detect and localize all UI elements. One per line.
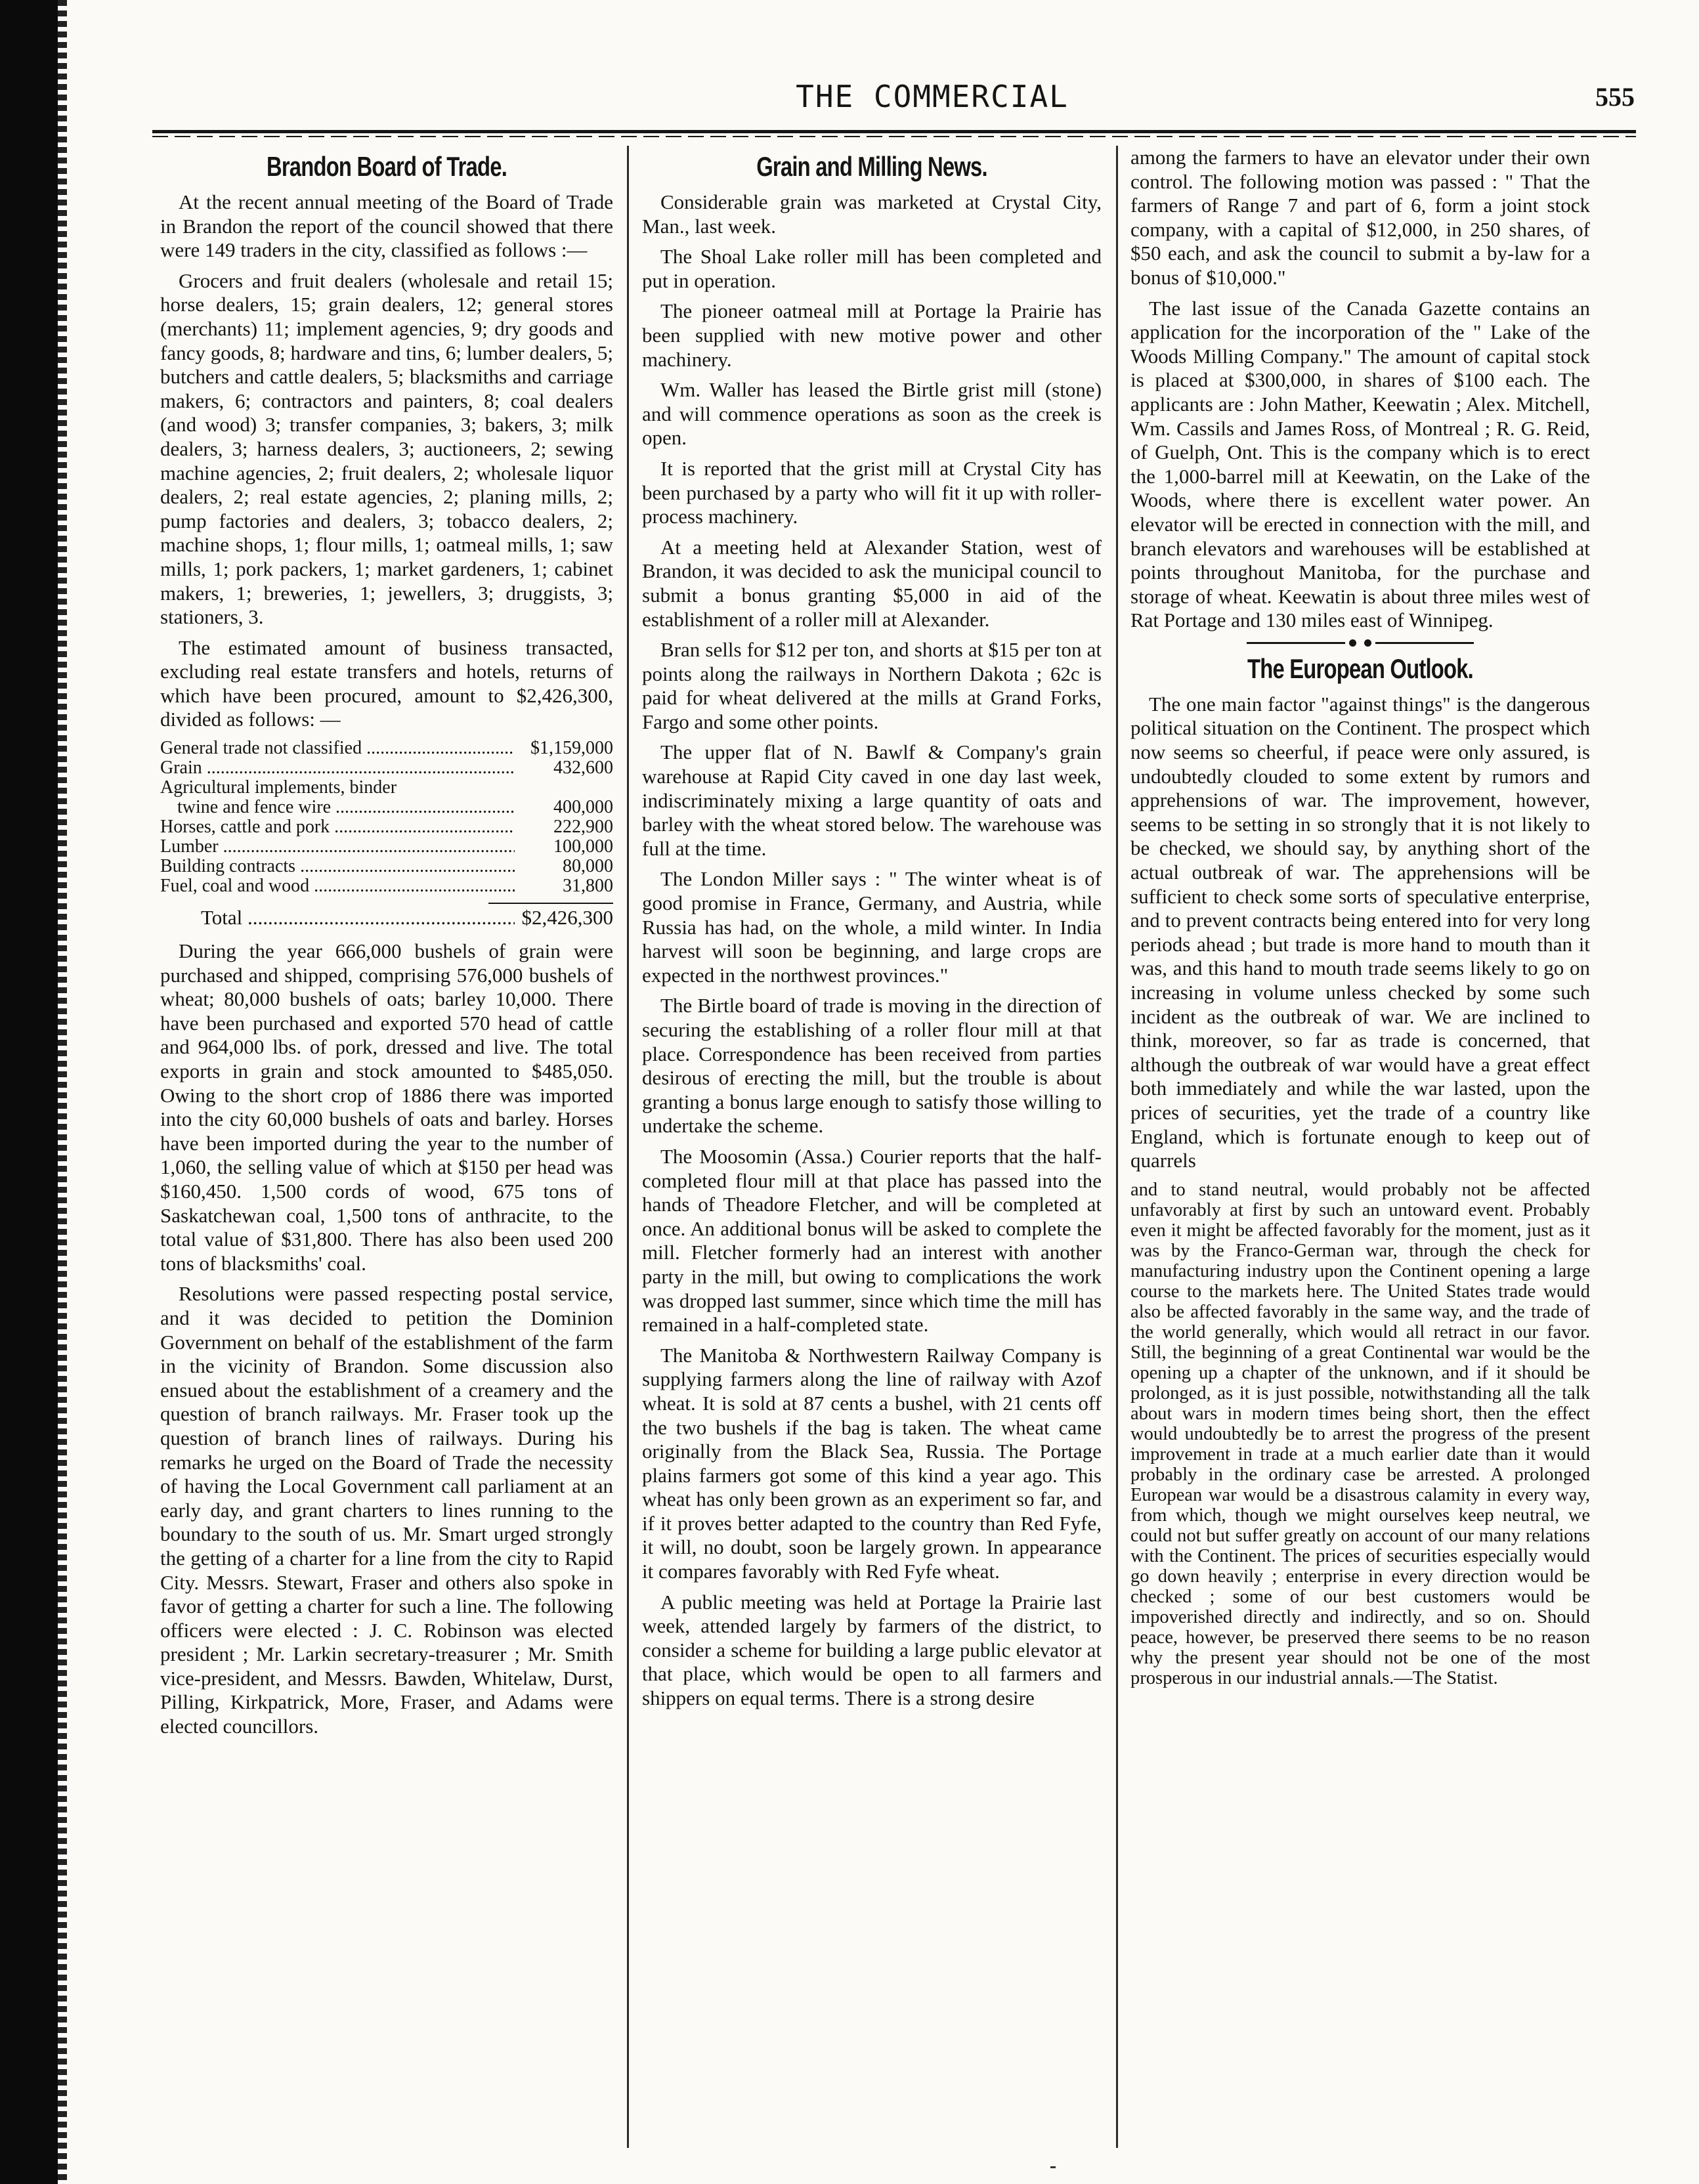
table-row [160, 876, 613, 896]
news-item: The London Miller says : " The winter wheat is of good promise in France, Germany, and Austria, while Russia has had, on the whole, a mild winter. In India harvest will soon be beginning, and large crops are expected in the northwest provinces." [642, 867, 1102, 987]
table-row-label: Fuel, coal and wood ..... [160, 876, 515, 896]
table-row [160, 817, 613, 837]
column-divider [627, 146, 629, 2148]
news-item: Wm. Waller has leased the Birtle grist mill (stone) and will commence operations as soon as the creek is open. [642, 378, 1102, 450]
news-item: The Manitoba & Northwestern Railway Company is supplying farmers along the line of railway with Azof wheat. It is sold at 87 cents a bushel, with 21 cents off the two bushels if the bag is taken. The wheat came originally from the Black Sea, Russia. The Portage plains farmers got some of this kind a year ago. This wheat has only been grown as an experiment so far, and if it proves better adapted to the country than Red Fyfe, it will, no doubt, soon be largely grown. In appearance it compares favorably with Red Fyfe wheat. [642, 1343, 1102, 1583]
section-ornament [1130, 639, 1590, 647]
table-row-amount: 432,600 [553, 758, 613, 779]
ornament-dot [1349, 639, 1356, 647]
column-divider [1116, 146, 1118, 2148]
article-paragraph: At the recent annual meeting of the Board of Trade in Brandon the report of the council showed that there were 149 traders in the city, classified as follows :— [160, 190, 613, 262]
printer-mark [1050, 2166, 1056, 2168]
binding-frayed-edge [58, 0, 67, 2184]
news-item: The Birtle board of trade is moving in the direction of securing the establishing of a roller flour mill at that place. Correspondence has been received from parties desirous of erecting the mill, but the trouble is about granting a bonus large enough to satisfy those willing to undertake the scheme. [642, 994, 1102, 1138]
table-row-label: twine and fence wire ..... [160, 798, 515, 817]
table-row [160, 857, 613, 876]
table-row [160, 798, 613, 817]
news-item: The Moosomin (Assa.) Courier reports that the half-completed flour mill at that place has passed into the hands of Theadore Fletcher, and will be completed at once. An additional bonus will be asked to complete the mill. Fletcher formerly had an interest with another party in the mill, but owing to complications the work was dropped last summer, since which time the mill has remained in a half-completed state. [642, 1144, 1102, 1337]
table-row-label: Building contracts ..... [160, 857, 515, 876]
table-total-label: Total ..... [201, 908, 515, 928]
masthead [158, 79, 1635, 125]
table-row-amount: $1,159,000 [530, 738, 613, 759]
article-paragraph: During the year 666,000 bushels of grain were purchased and shipped, comprising 576,000 bushels of wheat; 80,000 bushels of oats; barley 10,000. There have been purchased and exported 570 head of cattle and 964,000 lbs. of pork, dressed and live. The total exports in grain and stock amounted to $485,050. Owing to the short crop of 1886 there was imported into the city 60,000 bushels of oats and barley. Horses have been imported during the year to the number of 1,060, the selling value of which at $150 per head was $160,450. 1,500 cords of wood, 675 tons of Saskatchewan coal, 1,500 tons of anthracite, to the total value of $31,800. There has also been used 200 tons of blacksmiths' coal. [160, 939, 613, 1275]
news-item: Bran sells for $12 per ton, and shorts at $15 per ton at points along the railways in Northern Dakota ; 62c is paid for wheat delivered at the mills at Grand Forks, Fargo and some other points. [642, 638, 1102, 733]
article-paragraph: The one main factor "against things" is the dangerous political situation on the Continent. The prospect which now seems so cheerful, if peace were only assured, is undoubtedly clouded to some extent by rumors and apprehensions of war. The improvement, however, seems to be setting in so strongly that it is not likely to be checked, we should say, by anything short of the actual outbreak of war. The apprehensions will be sufficient to check some sorts of speculative enterprise, and to prevent contracts being entered into for very long periods ahead ; but trade is more hand to mouth than it was, and this hand to mouth trade seems likely to go on increasing in volume unless checked by some such incident as the outbreak of war. We are inclined to think, moreover, so far as trade is concerned, that although the outbreak of war would have a great effect both immediately and while the war lasted, upon the prices of securities, yet the trade of a country like England, which is fortunate enough to keep out of quarrels [1130, 692, 1590, 1172]
article-paragraph: The estimated amount of business transacted, excluding real estate transfers and hotels, returns of which have been procured, amount to $2,426,300, divided as follows: — [160, 635, 613, 731]
column-2 [642, 146, 1102, 2148]
news-item: Considerable grain was marketed at Crystal City, Man., last week. [642, 190, 1102, 238]
table-row [160, 837, 613, 857]
table-row [160, 778, 613, 798]
article-heading-european: The European Outlook. [1247, 653, 1474, 684]
ornament-line [1375, 642, 1474, 644]
ornament-dot [1364, 639, 1371, 647]
article-paragraph: and to stand neutral, would probably not be affected unfavorably at first by such an untoward event. Probably even it might be affected favorably for the moment, just as it was by the Franco-German war, through the check for manufacturing industry upon the Continent opening a large course to the markets here. The United States trade would also be affected favorably in the same way, and the trade of the world generally, which would all retract in our favor. Still, the beginning of a great Continental war would be the opening up a chapter of the unknown, and if it should be prolonged, as it is just possible, notwithstanding all the talk about wars in modern times being short, then the effect would undoubtedly be to arrest the progress of the present improvement in trade at a much earlier date than it would probably in the ordinary case be arrested. A prolonged European war would be a disastrous calamity in every way, from which, though we might ourselves keep neutral, we could not but suffer greatly on account of our many relations with the Continent. The prices of securities especially would go down heavily ; enterprise in every direction would be checked ; some of our best customers would be impoverished directly and indirectly, and so on. Should peace, however, be preserved there seems to be no reason why the present year should not be one of the most prosperous in our industrial annals.—The Statist. [1130, 1179, 1590, 1688]
table-row-amount: 100,000 [553, 836, 613, 857]
table-row [160, 758, 613, 778]
article-heading-grain: Grain and Milling News. [756, 151, 987, 182]
article-heading-brandon: Brandon Board of Trade. [266, 151, 507, 182]
binding-edge [0, 0, 58, 2184]
business-table [160, 739, 613, 928]
table-total-amount: $2,426,300 [521, 906, 613, 930]
news-item: A public meeting was held at Portage la Prairie last week, attended largely by farmers of the district, to consider a scheme for building a large public elevator at that place, which would be open to all farmers and shippers on equal terms. There is a strong desire [642, 1590, 1102, 1710]
table-row [160, 739, 613, 758]
table-row-label: General trade not classified ..... [160, 739, 515, 758]
table-row-amount: 400,000 [553, 797, 613, 818]
total-rule [488, 903, 613, 904]
table-row-label: Agricultural implements, binder [160, 778, 397, 798]
newspaper-title: THE COMMERCIAL [796, 79, 1069, 114]
ornament-line [1247, 642, 1345, 644]
table-row-label: Grain ..... [160, 758, 515, 778]
column-3 [1130, 146, 1590, 2148]
news-item: It is reported that the grist mill at Crystal City has been purchased by a party who will fit it up with roller-process machinery. [642, 456, 1102, 528]
table-row-label: Horses, cattle and pork ..... [160, 817, 515, 837]
page-number: 555 [1595, 82, 1635, 112]
news-item: At a meeting held at Alexander Station, west of Brandon, it was decided to ask the municipal council to submit a bonus granting $5,000 in aid of the establishment of a roller mill at Alexander. [642, 535, 1102, 631]
table-row-amount: 31,800 [563, 876, 613, 897]
news-item: The last issue of the Canada Gazette contains an application for the incorporation of the " Lake of the Woods Milling Company." The amount of capital stock is placed at $300,000, in shares of $100 each. The applicants are : John Mather, Keewatin ; Alex. Mitchell, Wm. Cassils and James Ross, of Montreal ; R. G. Reid, of Guelph, Ont. This is the company which is to erect the 1,000-barrel mill at Keewatin, on the Lake of the Woods, where there is excellent water power. An elevator will be erected in connection with the mill, and branch elevators and warehouses will be established at points throughout Manitoba, for the purchase and storage of wheat. Keewatin is about three miles west of Rat Portage and 130 miles east of Winnipeg. [1130, 296, 1590, 632]
table-row-amount: 80,000 [563, 856, 613, 877]
news-item: The pioneer oatmeal mill at Portage la Prairie has been supplied with new motive power and other machinery. [642, 299, 1102, 371]
table-row-amount: 222,900 [553, 817, 613, 838]
news-item: The Shoal Lake roller mill has been completed and put in operation. [642, 245, 1102, 292]
news-item: The upper flat of N. Bawlf & Company's grain warehouse at Rapid City caved in one day last week, indiscriminately mixing a large quantity of oats and barley with the wheat stored below. The warehouse was full at the time. [642, 740, 1102, 860]
header-rule [152, 130, 1636, 133]
header-rule-dashed [152, 136, 1636, 137]
column-1 [160, 146, 613, 2148]
article-paragraph: Resolutions were passed respecting postal service, and it was decided to petition the Dominion Government on behalf of the establishment of the farm in the vicinity of Brandon. Some discussion also ensued about the establishment of a creamery and the question of branch railways. Mr. Fraser took up the question of branch lines of railways. During his remarks he urged on the Board of Trade the necessity of having the Local Government call parliament at an early day, and grant charters to lines running to the boundary to the south of us. Mr. Smart urged strongly the getting of a charter for a line from the city to Rapid City. Messrs. Stewart, Fraser and others also spoke in favor of getting a charter for such a line. The following officers were elected : J. C. Robinson was elected president ; Mr. Larkin secretary-treasurer ; Mr. Smith vice-president, and Messrs. Bawden, Whitelaw, Durst, Pilling, Kirkpatrick, More, Fraser, and Adams were elected councillors. [160, 1282, 613, 1738]
table-row-label: Lumber ..... [160, 837, 515, 857]
news-item-continued: among the farmers to have an elevator under their own control. The following motion was passed : " That the farmers of Range 7 and part of 6, form a joint stock company, with a capital of $12,000, in 250 shares, of $50 each, and ask the council to submit a by-law for a bonus of $10,000." [1130, 146, 1590, 289]
table-total-row [160, 908, 613, 928]
article-paragraph: Grocers and fruit dealers (wholesale and retail 15; horse dealers, 15; grain dealers, 12; general stores (merchants) 11; implement agencies, 9; dry goods and fancy goods, 8; hardware and tins, 6; lumber dealers, 5; butchers and cattle dealers, 5; blacksmiths and carriage makers, 6; contractors and painters, 8; coal dealers (and wood) 3; transfer companies, 3; bakers, 3; milk dealers, 3; harness dealers, 3; auctioneers, 2; sewing machine agencies, 2; fruit dealers, 2; wholesale liquor dealers, 2; real estate agencies, 2; planing mills, 2; pump factories and dealers, 3; tobacco dealers, 2; machine shops, 1; flour mills, 1; oatmeal mills, 1; saw mills, 1; pork packers, 1; market gardeners, 1; cabinet makers, 1; breweries, 1; jewellers, 3; druggists, 3; stationers, 3. [160, 268, 613, 629]
